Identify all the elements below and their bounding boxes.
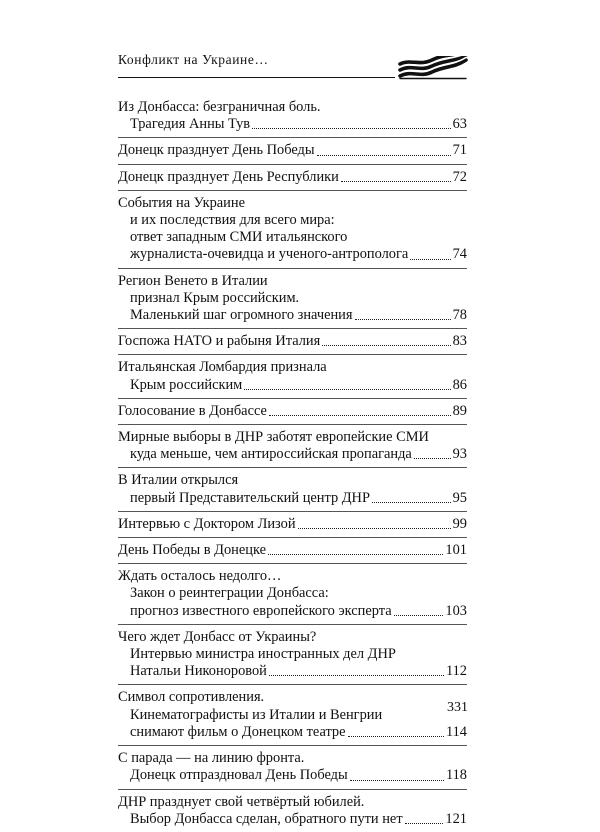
toc-entry-text: Донецк празднует День Победы	[118, 142, 315, 159]
toc-entry-page: 83	[452, 333, 467, 350]
dot-leader	[350, 780, 444, 781]
toc-entry[interactable]	[118, 790, 467, 832]
toc-entry-final-line	[118, 116, 467, 133]
table-of-contents	[118, 95, 467, 832]
toc-entry-text: Госпожа НАТО и рабыня Италия	[118, 333, 321, 350]
dot-leader	[298, 528, 451, 529]
st-george-ribbon-icon	[398, 56, 468, 80]
toc-entry-page: 99	[452, 515, 467, 532]
toc-entry-text: снимают фильм о Донецком театре	[130, 723, 346, 740]
toc-entry-final-line	[118, 142, 467, 159]
toc-entry-text: Натальи Никоноровой	[130, 663, 267, 680]
toc-entry-final-line	[118, 377, 467, 394]
toc-entry-final-line	[118, 603, 467, 620]
dot-leader	[322, 345, 450, 346]
toc-entry[interactable]	[118, 269, 467, 330]
toc-entry-text: Чего ждет Донбасс от Украины?	[118, 628, 317, 645]
toc-entry-text: куда меньше, чем антироссийская пропаганда	[130, 446, 412, 463]
toc-entry-page: 95	[452, 489, 467, 506]
toc-entry[interactable]	[118, 165, 467, 191]
toc-entry-text: Трагедия Анны Тув	[130, 116, 251, 133]
toc-entry-text: Из Донбасса: безграничная боль.	[118, 99, 321, 115]
toc-entry-final-line	[118, 767, 467, 784]
toc-entry[interactable]	[118, 625, 467, 686]
toc-entry-page: 114	[445, 723, 467, 740]
toc-entry-text: День Победы в Донецке	[118, 542, 266, 559]
dot-leader	[355, 319, 451, 320]
toc-entry-text: Голосование в Донбассе	[118, 402, 267, 419]
toc-entry-text: Донецк празднует День Республики	[118, 168, 339, 185]
toc-entry-final-line	[118, 169, 467, 186]
toc-entry-text: Крым российским	[130, 376, 243, 393]
toc-entry[interactable]	[118, 399, 467, 425]
toc-entry[interactable]	[118, 512, 467, 538]
toc-entry-page: 121	[445, 810, 467, 827]
toc-entry[interactable]	[118, 191, 467, 269]
toc-entry[interactable]	[118, 468, 467, 511]
toc-entry-text: Кинематографисты из Италии и Венгрии	[130, 706, 383, 723]
dot-leader	[405, 823, 444, 824]
toc-entry-text: ДНР празднует свой четвёртый юбилей.	[118, 793, 365, 810]
toc-entry-text: журналиста-очевидца и ученого-антрополога	[130, 246, 409, 263]
toc-entry-text: и их последствия для всего мира:	[130, 212, 335, 229]
dot-leader	[348, 736, 444, 737]
toc-entry-text: прогноз известного европейского эксперта	[130, 602, 392, 619]
toc-entry-text: первый Представительский центр ДНР	[130, 489, 370, 506]
dot-leader	[317, 155, 451, 156]
toc-entry-page: 101	[445, 542, 467, 559]
toc-entry[interactable]	[118, 425, 467, 468]
toc-entry-text: Мирные выборы в ДНР заботят европейские СМИ	[118, 429, 429, 446]
toc-entry-text: Закон о реинтеграции Донбасса:	[130, 585, 329, 602]
toc-entry-text: Регион Венето в Италии	[118, 272, 268, 289]
toc-entry-final-line	[118, 516, 467, 533]
toc-entry[interactable]	[118, 329, 467, 355]
toc-entry[interactable]	[118, 538, 467, 564]
toc-entry-final-line	[118, 490, 467, 507]
toc-entry-page: 93	[452, 446, 467, 463]
dot-leader	[394, 615, 444, 616]
toc-entry-text: Маленький шаг огромного значения	[130, 307, 353, 324]
dot-leader	[341, 181, 451, 182]
toc-entry[interactable]	[118, 685, 467, 746]
dot-leader	[269, 675, 444, 676]
toc-entry-text: Выбор Донбасса сделан, обратного пути нет	[130, 810, 403, 827]
toc-entry-text: События на Украине	[118, 194, 245, 211]
toc-entry-final-line	[118, 542, 467, 559]
toc-entry-text: Донецк отпраздновал День Победы	[130, 767, 348, 784]
dot-leader	[410, 259, 450, 260]
toc-entry-text: Интервью министра иностранных дел ДНР	[130, 646, 396, 663]
toc-entry-page: 78	[452, 307, 467, 324]
toc-entry-text: С парада — на линию фронта.	[118, 750, 305, 767]
running-header-title: Конфликт на Украине…	[118, 52, 269, 67]
dot-leader	[414, 458, 451, 459]
toc-entry-page: 72	[452, 168, 467, 185]
toc-entry[interactable]	[118, 138, 467, 164]
toc-entry-final-line	[118, 811, 467, 828]
toc-entry-page: 118	[445, 767, 467, 784]
toc-entry[interactable]	[118, 564, 467, 625]
toc-entry[interactable]	[118, 95, 467, 138]
toc-entry-text: Символ сопротивления.	[118, 689, 265, 706]
page-number: 331	[447, 700, 468, 715]
toc-entry[interactable]	[118, 355, 467, 398]
toc-entry-page: 63	[452, 116, 467, 133]
toc-entry-page: 103	[445, 602, 467, 619]
dot-leader	[252, 128, 451, 129]
toc-entry-page: 74	[452, 246, 467, 263]
dot-leader	[268, 554, 443, 555]
toc-entry-page: 86	[452, 376, 467, 393]
toc-entry-text: ответ западным СМИ итальянского	[130, 229, 348, 246]
toc-entry-text: Итальянская Ломбардия признала	[118, 359, 327, 376]
toc-entry-text: признал Крым российским.	[130, 289, 300, 306]
toc-entry-final-line	[118, 446, 467, 463]
toc-entry-final-line	[118, 307, 467, 324]
header-rule	[118, 77, 395, 78]
dot-leader	[269, 415, 451, 416]
toc-entry-final-line	[118, 246, 467, 263]
toc-entry-text: Интервью с Доктором Лизой	[118, 515, 296, 532]
toc-entry-page: 89	[452, 402, 467, 419]
toc-entry-final-line	[118, 333, 467, 350]
toc-entry-page: 112	[445, 663, 467, 680]
toc-entry-text: Ждать осталось недолго…	[118, 568, 282, 585]
dot-leader	[244, 389, 450, 390]
toc-entry[interactable]	[118, 746, 467, 789]
toc-entry-final-line	[118, 403, 467, 420]
toc-entry-final-line	[118, 724, 467, 741]
toc-entry-final-line	[118, 663, 467, 680]
toc-entry-text: В Италии открылся	[118, 472, 239, 489]
dot-leader	[372, 502, 451, 503]
toc-entry-page: 71	[452, 142, 467, 159]
